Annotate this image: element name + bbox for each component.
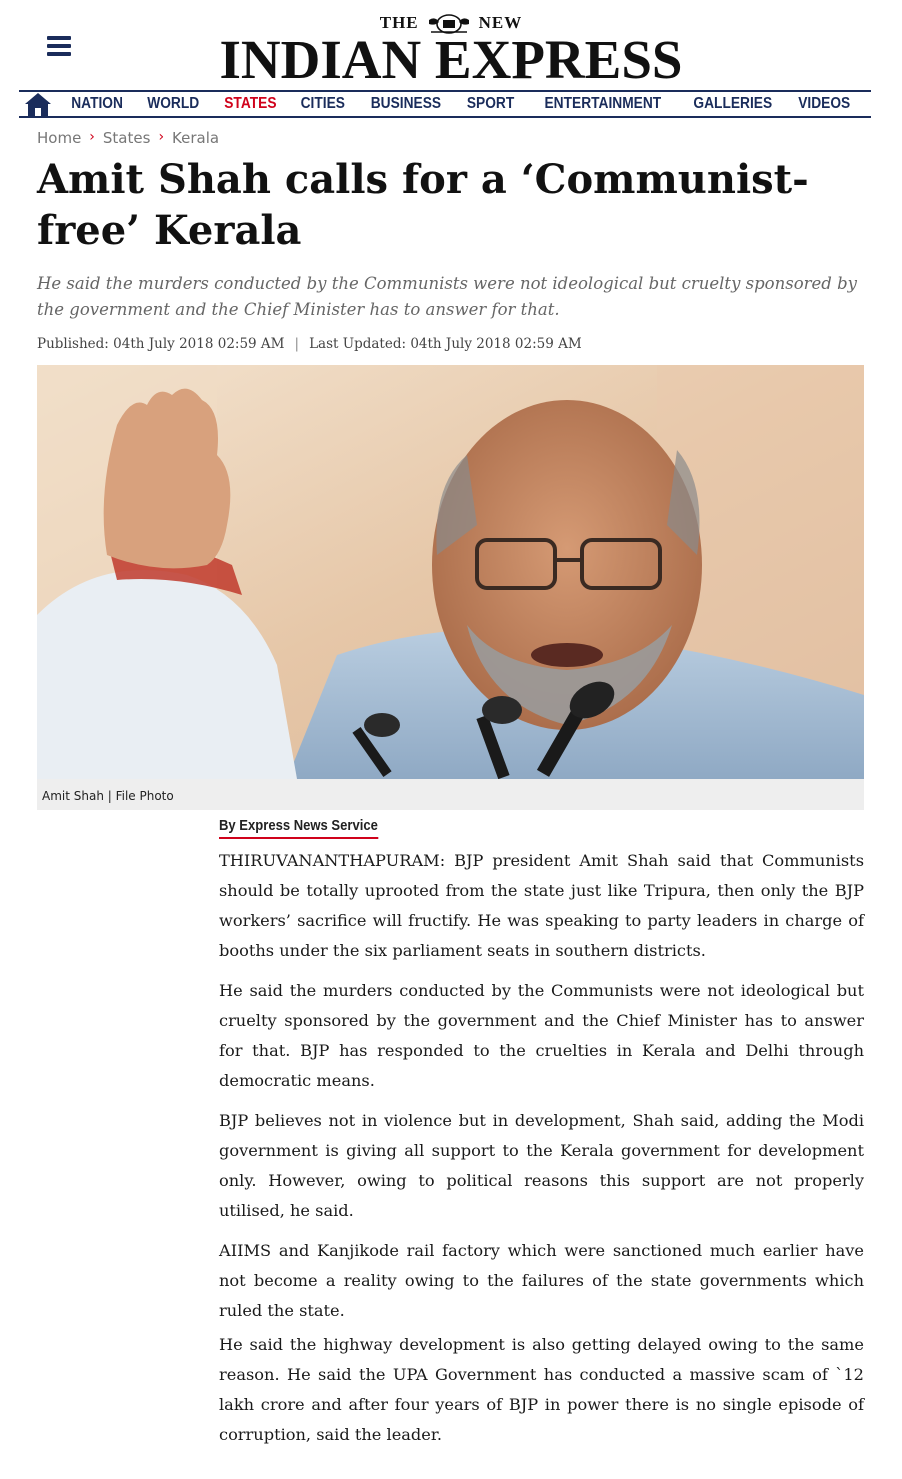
site-logo[interactable]: INDIAN EXPRESS <box>219 29 683 90</box>
nav-items <box>55 95 871 113</box>
breadcrumb-item-kerala[interactable]: Kerala <box>172 129 220 147</box>
article-paragraph: AIIMS and Kanjikode rail factory which were sanctioned much earlier have not become a reality owing to the failures of the state governments which ruled the state. <box>219 1241 864 1320</box>
nav-item-videos[interactable]: VIDEOS <box>798 95 851 112</box>
article-body <box>219 846 864 1460</box>
photo-caption: Amit Shah | File Photo <box>37 779 864 810</box>
date-separator: | <box>294 336 300 352</box>
nav-item-cities[interactable]: CITIES <box>300 95 346 112</box>
nav-item-galleries[interactable]: GALLERIES <box>693 95 772 112</box>
breadcrumb-separator-icon: › <box>89 129 95 145</box>
article-paragraph: THIRUVANANTHAPURAM: BJP president Amit Shah said that Communists should be totally uprooted from the state just like Tripura, then only the BJP workers’ sacrifice will fructify. He was speaking to party leaders in charge of booths under the six parliament seats in southern districts. <box>219 851 864 960</box>
updated-date: Last Updated: 04th July 2018 02:59 AM <box>309 336 582 352</box>
masthead-new: NEW <box>478 13 523 32</box>
article-paragraph: He said the murders conducted by the Communists were not ideological but cruelty sponsored by the government and the Chief Minister has to answer for that. BJP has responded to the cruelties in Kerala and Delhi through democratic means. <box>219 981 864 1090</box>
article-photo-illustration <box>37 365 864 779</box>
published-date: Published: 04th July 2018 02:59 AM <box>37 336 285 352</box>
article-byline[interactable]: By Express News Service <box>219 818 378 839</box>
nav-item-sport[interactable]: SPORT <box>467 95 515 112</box>
article-dates <box>37 336 582 352</box>
masthead-the: THE <box>379 13 419 32</box>
article-headline: Amit Shah calls for a ‘Communist-free’ Kerala <box>37 156 809 254</box>
breadcrumb-item-home[interactable]: Home <box>37 129 82 147</box>
nav-item-nation[interactable]: NATION <box>71 95 123 112</box>
article-synopsis: He said the murders conducted by the Communists were not ideological but cruelty sponsored by the government and the Chief Minister has to answer for that. <box>37 274 857 319</box>
main-nav <box>19 90 871 118</box>
breadcrumb <box>37 129 219 147</box>
breadcrumb-separator-icon: › <box>158 129 165 145</box>
breadcrumb-item-states[interactable]: States <box>102 129 151 147</box>
nav-item-states[interactable]: STATES <box>224 95 277 112</box>
article-paragraph: He said the highway development is also getting delayed owing to the same reason. He said the UPA Government has conducted a massive scam of `12 lakh crore and after four years of BJP in power there is no single episode of corruption, said the leader. <box>219 1335 864 1444</box>
article-paragraph: BJP believes not in violence but in development, Shah said, adding the Modi government is giving all support to the Kerala government for development only. However, owing to political reasons this support are not properly utilised, he said. <box>219 1111 864 1220</box>
nav-item-business[interactable]: BUSINESS <box>370 95 442 112</box>
article-photo[interactable] <box>37 365 864 779</box>
home-icon[interactable] <box>21 90 55 118</box>
nav-item-entertainment[interactable]: ENTERTAINMENT <box>544 95 661 112</box>
nav-item-world[interactable]: WORLD <box>147 95 200 112</box>
